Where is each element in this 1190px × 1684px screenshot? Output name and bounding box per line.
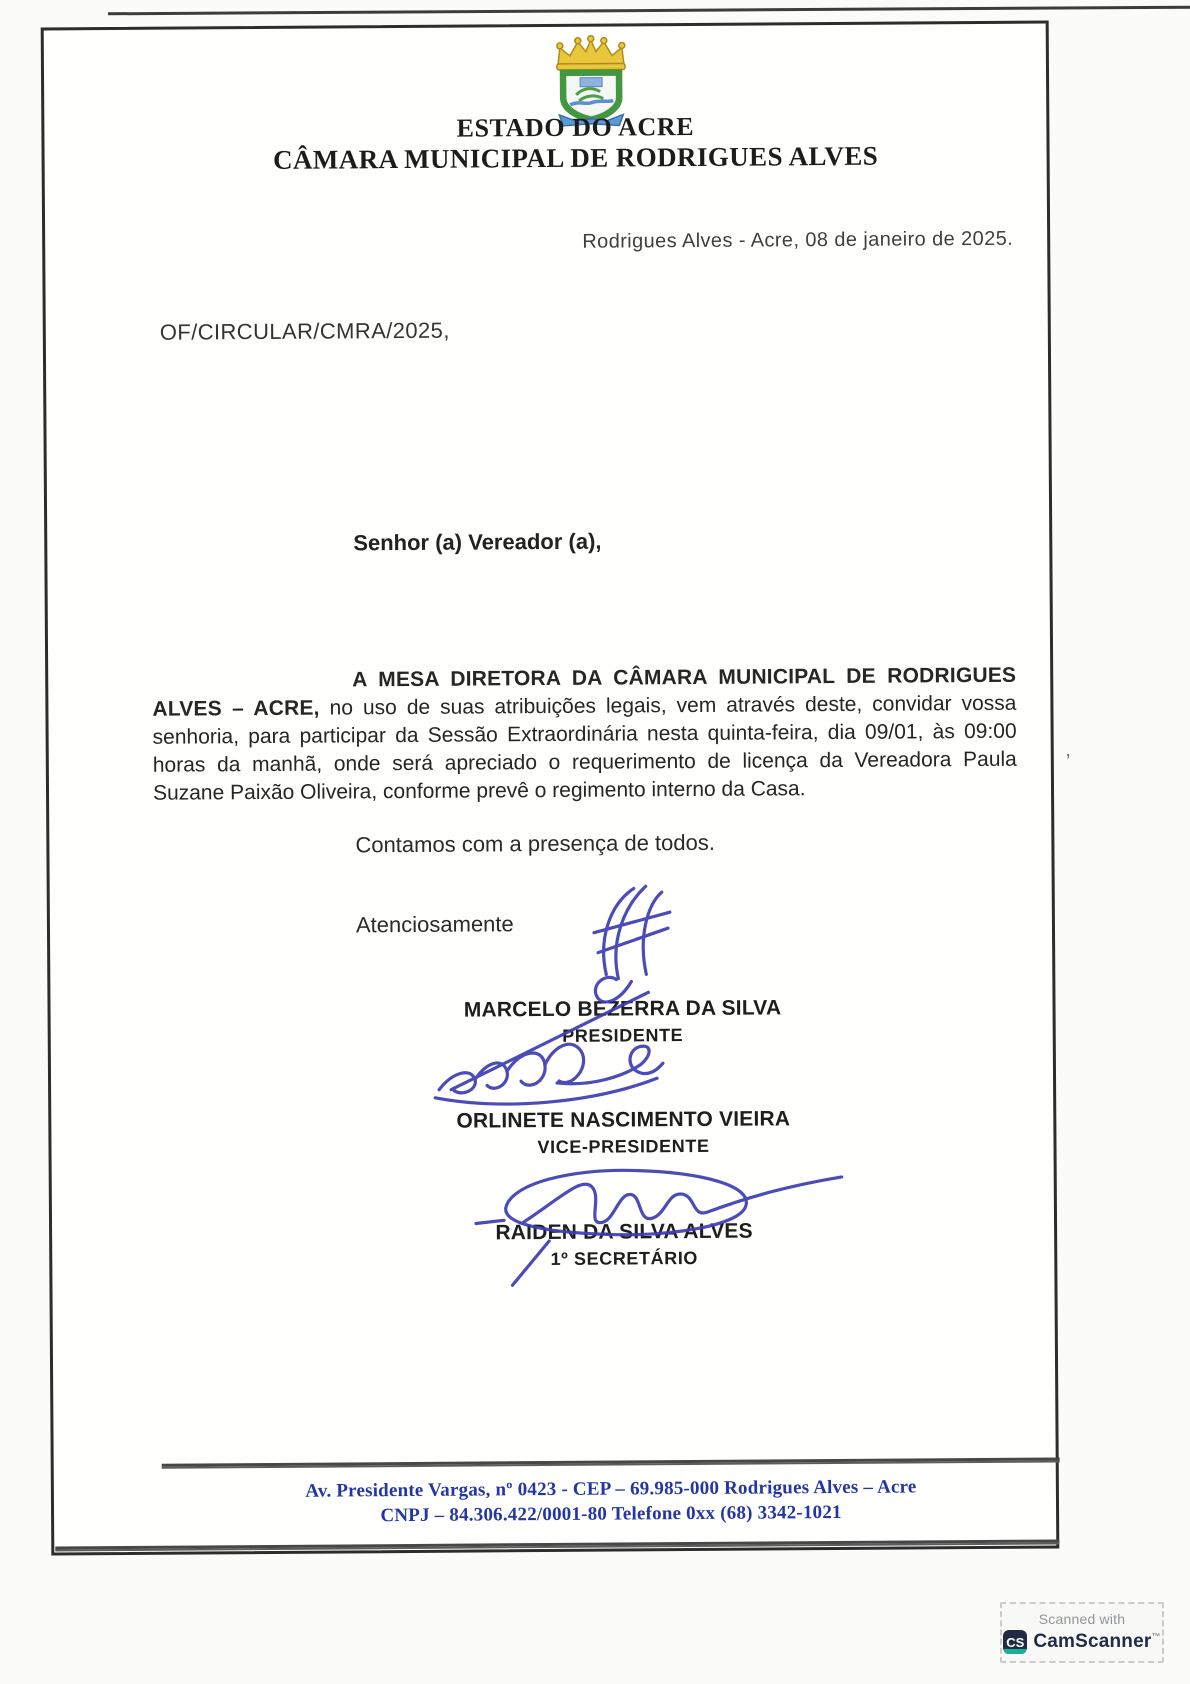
camscanner-scanned-with-label: Scanned with	[1038, 1611, 1126, 1627]
camscanner-brand-text: CamScanner	[1033, 1631, 1152, 1652]
camscanner-icon: CS	[1003, 1630, 1027, 1654]
camscanner-trademark: ™	[1151, 1631, 1161, 1642]
footer-rule-bottom	[55, 1539, 1059, 1551]
signature-block-vice-president	[343, 1107, 903, 1160]
camscanner-badge	[1000, 1602, 1164, 1663]
body-paragraph-text: no uso de suas atribuições legais, vem através deste, convidar vossa senhoria, para participar da Sessão Extraordinária nesta quinta-feira, dia 09/01, às 09:00 horas da manhã, onde será apreciado o requerimento de licença da Vereadora Paula Suzane Paixão Oliveira, conforme prevê o regimento interno da Casa.	[152, 691, 1017, 805]
signature-block-secretary	[344, 1219, 904, 1272]
footer-rule-top	[162, 1457, 1060, 1468]
scan-edge-artifact	[108, 6, 1190, 16]
scan-artifact-mark: ʼ	[1066, 752, 1071, 774]
reference-number: OF/CIRCULAR/CMRA/2025,	[159, 317, 450, 345]
municipal-crest-icon	[530, 34, 653, 123]
closing-line: Atenciosamente	[355, 911, 514, 938]
signer-title: 1º SECRETÁRIO	[550, 1247, 699, 1270]
dateline: Rodrigues Alves - Acre, 08 de janeiro de 2025.	[582, 227, 1014, 253]
signer-name: RAIDEN DA SILVA ALVES	[495, 1219, 753, 1245]
body-paragraph	[152, 662, 1017, 808]
header-institution: CÂMARA MUNICIPAL DE RODRIGUES ALVES	[272, 140, 879, 175]
footer-address: Av. Presidente Vargas, nº 0423 - CEP – 69.985-000 Rodrigues Alves – Acre	[305, 1476, 917, 1502]
signature-ink-president	[594, 886, 671, 1002]
signature-block-president	[342, 996, 902, 1049]
header-state: ESTADO DO ACRE	[456, 111, 695, 143]
salutation: Senhor (a) Vereador (a),	[353, 528, 602, 556]
body-paragraph-lead: A MESA DIRETORA DA CÂMARA MUNICIPAL DE RODRIGUES ALVES – ACRE,	[152, 663, 1017, 721]
camscanner-brand	[1033, 1631, 1160, 1653]
signer-name: ORLINETE NASCIMENTO VIEIRA	[456, 1107, 791, 1133]
signer-name: MARCELO BEZERRA DA SILVA	[463, 996, 782, 1022]
attendance-line: Contamos com a presença de todos.	[355, 829, 716, 858]
signer-title: VICE-PRESIDENTE	[537, 1135, 710, 1158]
document-border-frame	[41, 21, 1060, 1556]
footer-cnpj-phone: CNPJ – 84.306.422/0001-80 Telefone 0xx (68) 3342-1021	[380, 1501, 842, 1527]
signer-title: PRESIDENTE	[562, 1025, 684, 1046]
